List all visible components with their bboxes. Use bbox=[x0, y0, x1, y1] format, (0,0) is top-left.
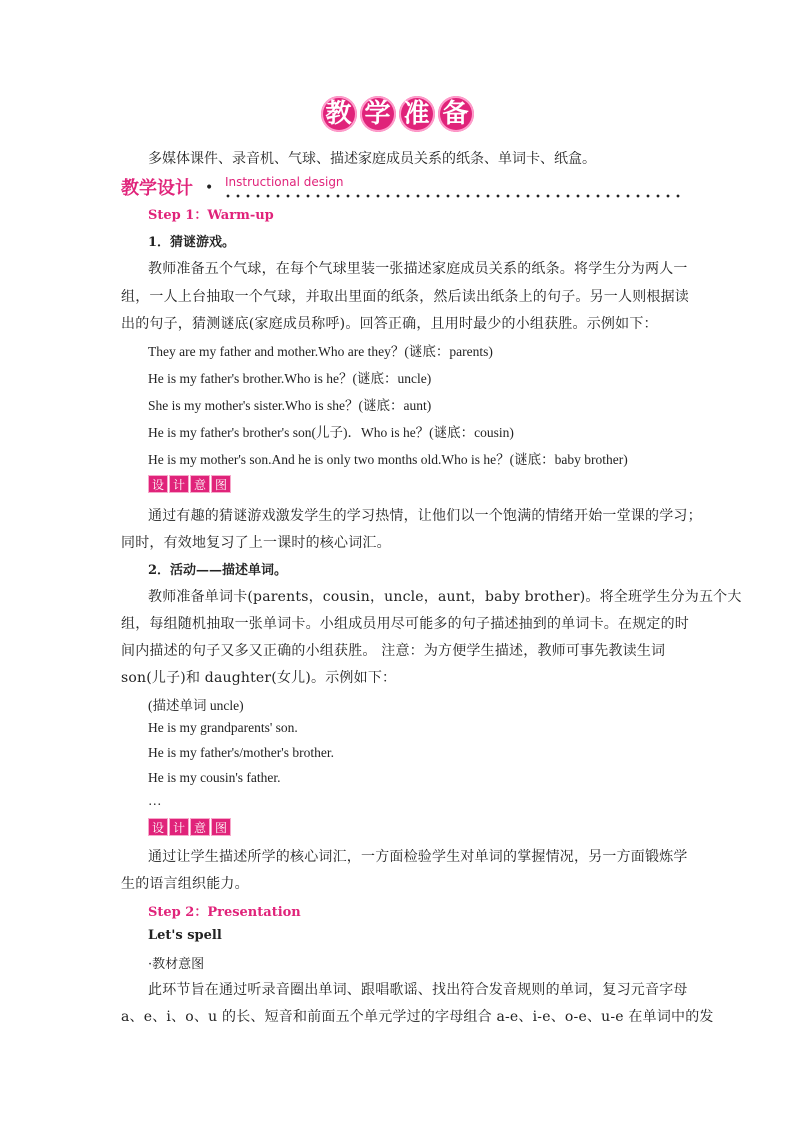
example-line: (描述单词 uncle) bbox=[148, 698, 244, 713]
page-title bbox=[0, 96, 794, 132]
activity1-title: 1．猜谜游戏。 bbox=[148, 235, 236, 250]
example-line: He is my father's/mother's brother. bbox=[148, 745, 334, 760]
example-line: He is my cousin's father. bbox=[148, 770, 281, 785]
example-line: He is my grandparents' son. bbox=[148, 720, 298, 735]
activity2-paragraph: 间内描述的句子又多又正确的小组获胜。 注意：为方便学生描述，教师可事先教读生词 bbox=[121, 643, 666, 659]
badge-char: 意 bbox=[190, 475, 210, 493]
materials-list: 多媒体课件、录音机、气球、描述家庭成员关系的纸条、单词卡、纸盒。 bbox=[148, 151, 596, 167]
activity2-paragraph: 组，每组随机抽取一张单词卡。小组成员用尽可能多的句子描述抽到的单词卡。在规定的时 bbox=[121, 616, 689, 632]
activity1-paragraph: 出的句子，猜测谜底(家庭成员称呼)。回答正确，且用时最少的小组获胜。示例如下： bbox=[121, 316, 658, 332]
title-char: 学 bbox=[360, 96, 396, 132]
badge-char: 设 bbox=[148, 475, 168, 493]
intent-paragraph: 生的语言组织能力。 bbox=[121, 876, 249, 892]
title-char: 准 bbox=[399, 96, 435, 132]
activity2-paragraph: 教师准备单词卡(parents，cousin，uncle，aunt，baby brother)。将全班学生分为五个大 bbox=[148, 589, 742, 605]
badge-char: 设 bbox=[148, 818, 168, 836]
final-paragraph: 此环节旨在通过听录音圈出单词、跟唱歌谣、找出符合发音规则的单词，复习元音字母 bbox=[148, 982, 688, 998]
section-title-cn: 教学设计 bbox=[121, 178, 193, 199]
section-dot: • bbox=[205, 180, 214, 196]
activity1-paragraph: 组，一人上台抽取一个气球，并取出里面的纸条，然后读出纸条上的句子。另一人则根据读 bbox=[121, 289, 689, 305]
final-paragraph: a、e、i、o、u 的长、短音和前面五个单元学过的字母组合 a-e、i-e、o-e、u-e 在单词中的发 bbox=[121, 1009, 714, 1025]
material-intent-label: ·教材意图 bbox=[148, 957, 205, 972]
badge-char: 意 bbox=[190, 818, 210, 836]
riddle-line: They are my father and mother.Who are they？(谜底：parents) bbox=[148, 344, 493, 359]
activity1-paragraph: 教师准备五个气球，在每个气球里装一张描述家庭成员关系的纸条。将学生分为两人一 bbox=[148, 261, 688, 277]
title-char: 备 bbox=[438, 96, 474, 132]
badge-char: 图 bbox=[211, 475, 231, 493]
badge-char: 计 bbox=[169, 475, 189, 493]
activity2-title: 2．活动——描述单词。 bbox=[148, 563, 288, 578]
badge-char: 图 bbox=[211, 818, 231, 836]
riddle-line: He is my father's brother's son(儿子)．Who is he？(谜底：cousin) bbox=[148, 425, 514, 440]
section-title-en: Instructional design bbox=[225, 175, 344, 189]
section-header bbox=[121, 174, 681, 198]
design-intent-badge bbox=[148, 818, 231, 836]
dotted-divider bbox=[223, 194, 681, 198]
riddle-line: He is my mother's son.And he is only two months old.Who is he？(谜底：baby brother) bbox=[148, 452, 628, 467]
design-intent-badge bbox=[148, 475, 231, 493]
badge-char: 计 bbox=[169, 818, 189, 836]
step1-heading: Step 1：Warm-up bbox=[148, 208, 274, 223]
step2-heading: Step 2：Presentation bbox=[148, 905, 301, 920]
intent-paragraph: 通过让学生描述所学的核心词汇，一方面检验学生对单词的掌握情况，另一方面锻炼学 bbox=[148, 849, 688, 865]
activity2-paragraph: son(儿子)和 daughter(女儿)。示例如下： bbox=[121, 670, 397, 686]
example-ellipsis: … bbox=[148, 793, 162, 808]
intent-paragraph: 同时，有效地复习了上一课时的核心词汇。 bbox=[121, 535, 391, 551]
intent-paragraph: 通过有趣的猜谜游戏激发学生的学习热情，让他们以一个饱满的情绪开始一堂课的学习； bbox=[148, 508, 702, 524]
title-char: 教 bbox=[321, 96, 357, 132]
riddle-line: She is my mother's sister.Who is she？(谜底：aunt) bbox=[148, 398, 432, 413]
riddle-line: He is my father's brother.Who is he？(谜底：uncle) bbox=[148, 371, 432, 386]
lets-spell-heading: Let's spell bbox=[148, 928, 222, 943]
